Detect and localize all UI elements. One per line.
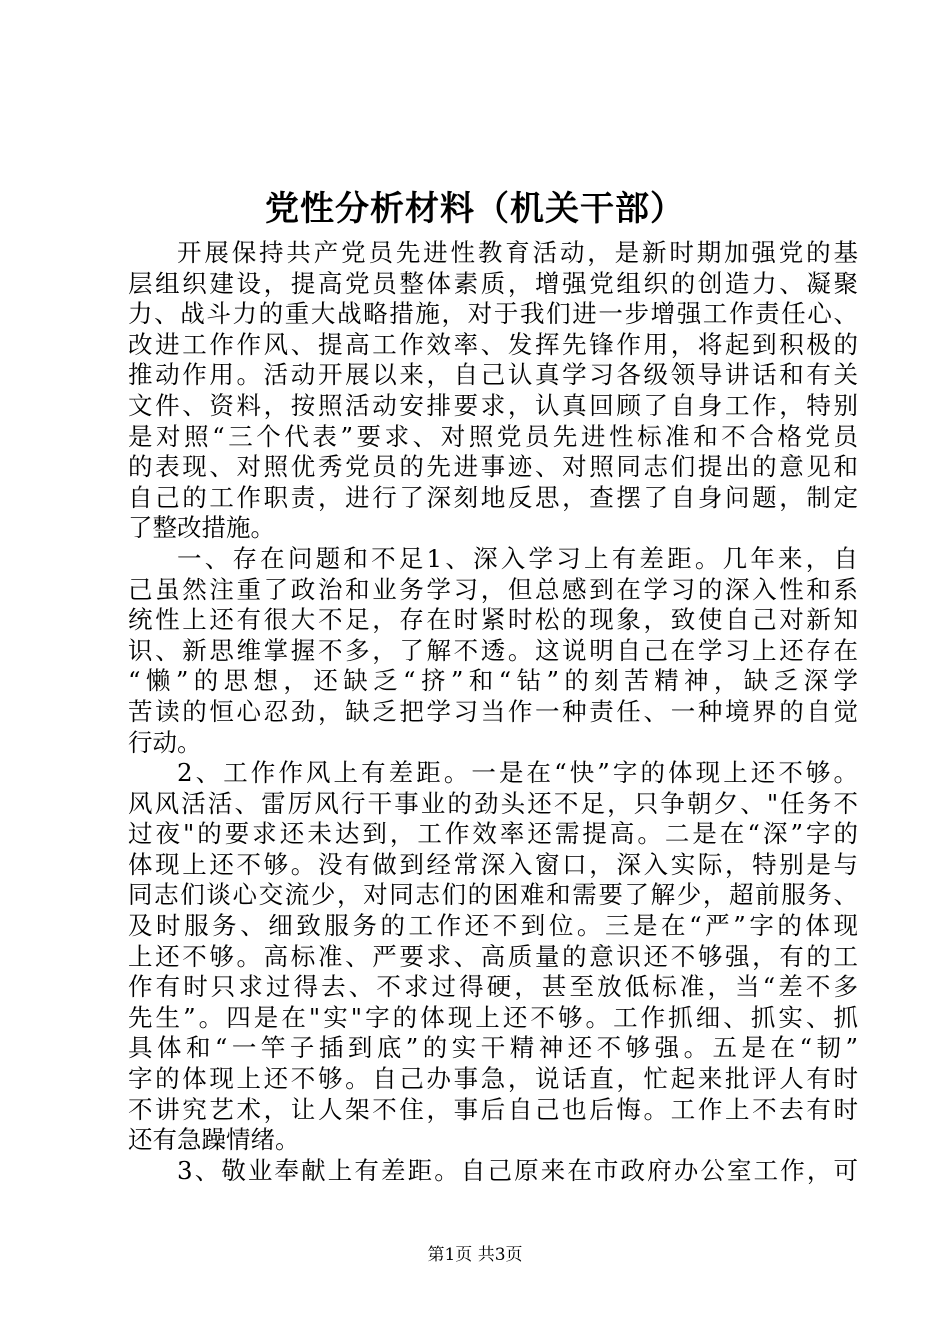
text-line: 苦读的恒心忍劲，缺乏把学习当作一种责任、一种境界的自觉	[128, 696, 858, 726]
text-line: 上还不够。高标准、严要求、高质量的意识还不够强，有的工	[128, 941, 858, 971]
text-line: 的表现、对照优秀党员的先进事迹、对照同志们提出的意见和	[128, 452, 858, 482]
document-body	[128, 238, 858, 1186]
text-line: 了整改措施。	[128, 513, 275, 543]
text-line: 先生”。四是在"实"字的体现上还不够。工作抓细、抓实、抓	[128, 1002, 858, 1032]
text-line: 层组织建设，提高党员整体素质，增强党组织的创造力、凝聚	[128, 268, 858, 298]
text-line: 是对照“三个代表”要求、对照党员先进性标准和不合格党员	[128, 421, 858, 451]
text-line: 体现上还不够。没有做到经常深入窗口，深入实际，特别是与	[128, 849, 858, 879]
text-line: 风风活活、雷厉风行干事业的劲头还不足，只争朝夕、"任务不	[128, 788, 858, 818]
text-line: 己虽然注重了政治和业务学习，但总感到在学习的深入性和系	[128, 574, 858, 604]
text-line: 改进工作作风、提高工作效率、发挥先锋作用，将起到积极的	[128, 329, 858, 359]
text-line: 同志们谈心交流少，对同志们的困难和需要了解少，超前服务、	[128, 880, 858, 910]
text-line: 自己的工作职责，进行了深刻地反思，查摆了自身问题，制定	[128, 482, 858, 512]
text-line: “懒”的思想，还缺乏“挤”和“钻”的刻苦精神，缺乏深学	[128, 666, 858, 696]
text-line: 字的体现上还不够。自己办事急，说话直，忙起来批评人有时	[128, 1064, 858, 1094]
text-line: 不讲究艺术，让人架不住，事后自己也后悔。工作上不去有时	[128, 1094, 858, 1124]
text-line: 推动作用。活动开展以来，自己认真学习各级领导讲话和有关	[128, 360, 858, 390]
text-line: 具体和“一竿子插到底”的实干精神还不够强。五是在“韧”	[128, 1033, 858, 1063]
text-line: 文件、资料，按照活动安排要求，认真回顾了自身工作，特别	[128, 390, 858, 420]
document-title: 党性分析材料（机关干部）	[265, 189, 685, 229]
text-line: 还有急躁情绪。	[128, 1125, 300, 1155]
text-line: 3、敬业奉献上有差距。自己原来在市政府办公室工作，可	[177, 1155, 858, 1185]
page-footer: 第1页 共3页	[427, 1245, 523, 1265]
text-line: 统性上还有很大不足，存在时紧时松的现象，致使自己对新知	[128, 605, 858, 635]
text-line: 一、存在问题和不足1、深入学习上有差距。几年来，自	[177, 543, 858, 573]
text-line: 识、新思维掌握不多，了解不透。这说明自己在学习上还存在	[128, 635, 858, 665]
text-line: 开展保持共产党员先进性教育活动，是新时期加强党的基	[177, 238, 858, 267]
text-line: 作有时只求过得去、不求过得硬，甚至放低标准，当“差不多	[128, 972, 858, 1002]
text-line: 2、工作作风上有差距。一是在“快”字的体现上还不够。	[177, 758, 858, 788]
text-line: 及时服务、细致服务的工作还不到位。三是在“严”字的体现	[128, 911, 858, 941]
text-line: 过夜"的要求还未达到，工作效率还需提高。二是在“深”字的	[128, 819, 858, 849]
text-line: 行动。	[128, 727, 202, 757]
text-line: 力、战斗力的重大战略措施，对于我们进一步增强工作责任心、	[128, 299, 858, 329]
